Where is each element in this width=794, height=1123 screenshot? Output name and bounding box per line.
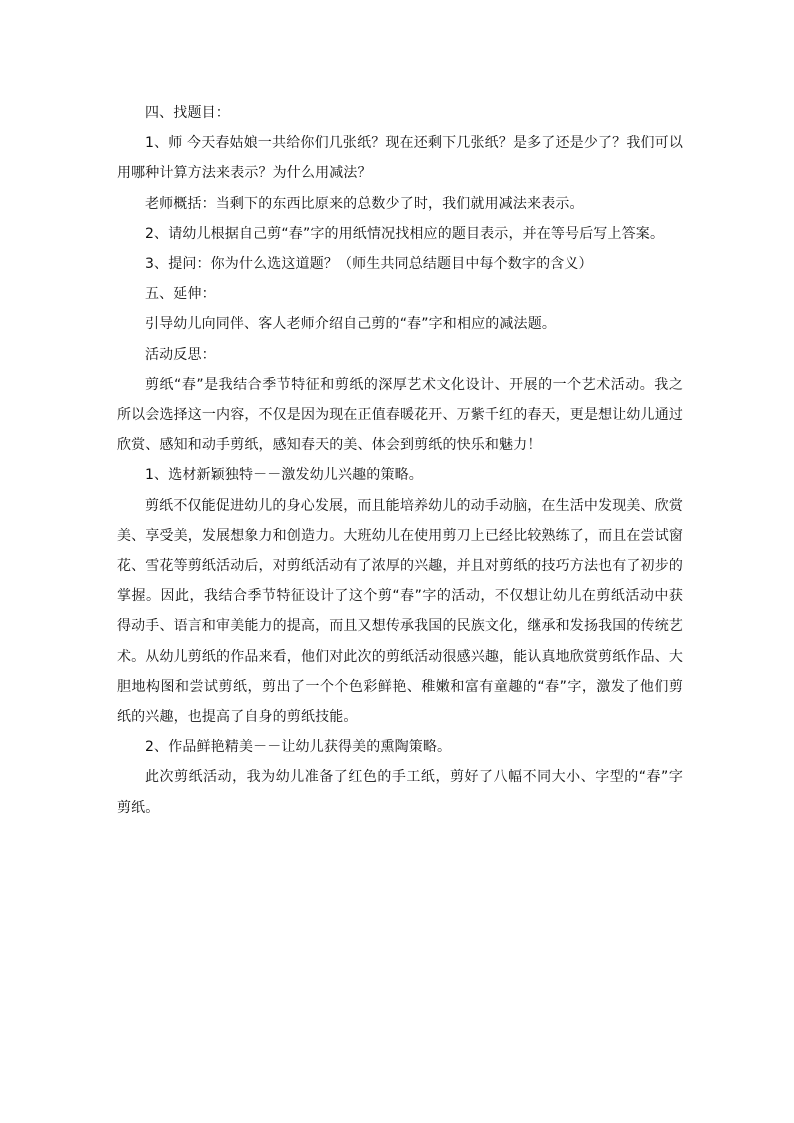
paragraph-teacher-question: 1、师 今天春姑娘一共给你们几张纸？现在还剩下几张纸？是多了还是少了？我们可以用哪种计算方法来表示？为什么用减法？ xyxy=(117,135,683,182)
paragraph-step-2: 2、请幼儿根据自己剪“春”字的用纸情况找相应的题目表示，并在等号后写上答案。 xyxy=(145,225,665,242)
paragraph-strategy-1: 剪纸不仅能促进幼儿的身心发展，而且能培养幼儿的动手动脑，在生活中发现美、欣赏美、享受美，发展想象力和创造力。大班幼儿在使用剪刀上已经比较熟练了，而且在尝试窗花、雪花等剪纸活动后，对剪纸活动有了浓厚的兴趣，并且对剪纸的技巧方法也有了初步的掌握。因此，我结合季节特征设计了这个剪“春”字的活动，不仅想让幼儿在剪纸活动中获得动手、语言和审美能力的提高，而且又想传承我国的民族文化，继承和发扬我国的传统艺术。从幼儿剪纸的作品来看，他们对此次的剪纸活动很感兴趣，能认真地欣赏剪纸作品、大胆地构图和尝试剪纸，剪出了一个个色彩鲜艳、稚嫩和富有童趣的“春”字，激发了他们剪纸的兴趣，也提高了自身的剪纸技能。 xyxy=(117,497,683,726)
section-heading-reflection: 活动反思： xyxy=(145,346,216,363)
subheading-strategy-2: 2、作品鲜艳精美－－让幼儿获得美的熏陶策略。 xyxy=(145,739,452,756)
paragraph-reflection-intro: 剪纸“春”是我结合季节特征和剪纸的深厚艺术文化设计、开展的一个艺术活动。我之所以会选择这一内容，不仅是因为现在正值春暖花开、万紫千红的春天，更是想让幼儿通过欣赏、感知和动手剪纸，感知春天的美、体会到剪纸的快乐和魅力！ xyxy=(117,376,683,454)
paragraph-extension: 引导幼儿向同伴、客人老师介绍自己剪的“春”字和相应的减法题。 xyxy=(145,316,557,333)
subheading-strategy-1: 1、选材新颖独特－－激发幼儿兴趣的策略。 xyxy=(145,467,423,484)
paragraph-step-3: 3、提问：你为什么选这道题？（师生共同总结题目中每个数字的含义） xyxy=(145,256,593,273)
paragraph-strategy-2: 此次剪纸活动，我为幼儿准备了红色的手工纸，剪好了八幅不同大小、字型的“春”字剪纸。 xyxy=(117,769,683,816)
section-heading-extension: 五、延伸： xyxy=(145,286,216,303)
document-body xyxy=(117,98,683,823)
section-heading-find-problems: 四、找题目： xyxy=(145,105,230,121)
paragraph-teacher-summary: 老师概括：当剩下的东西比原来的总数少了时，我们就用减法来表示。 xyxy=(145,195,584,212)
